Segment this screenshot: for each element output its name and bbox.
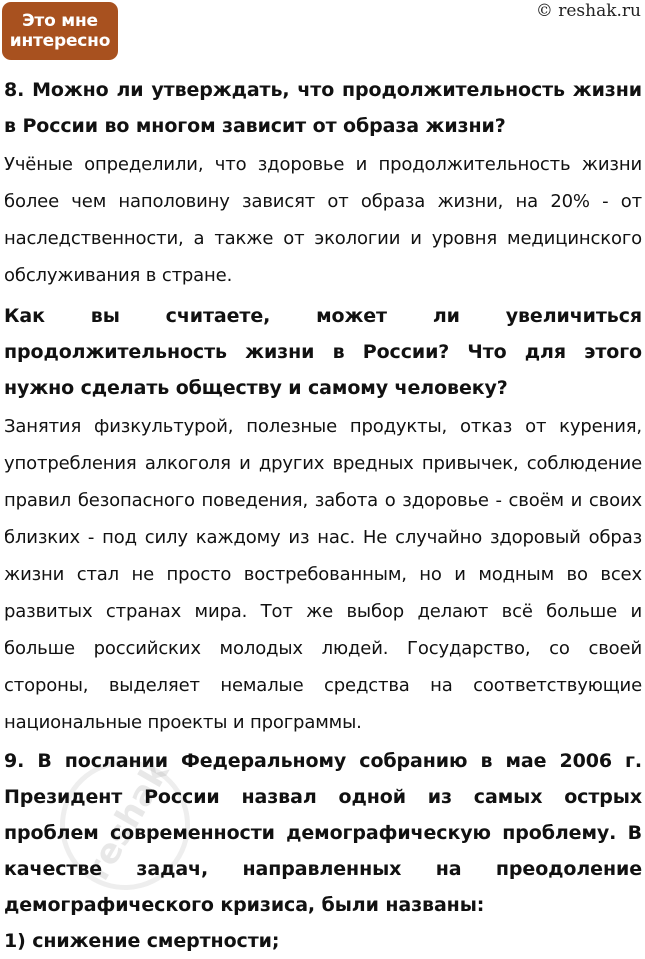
list-item-1: 1) снижение смертности; bbox=[4, 930, 280, 952]
document-body bbox=[4, 72, 642, 959]
watermark-logo: reshak bbox=[36, 736, 214, 914]
question-8b: Как вы считаете, может ли увеличиться продолжительность жизни в России? Что для этого нужно сделать обществу и самому человеку? bbox=[4, 305, 642, 399]
copyright-text: © reshak.ru bbox=[535, 1, 641, 21]
question-9: 9. В послании Федеральному собранию в мае 2006 г. Президент России назвал одной из самых острых проблем современности демографическую проблему. В качестве задач, направленных на преодоление демографического кризиса, были названы: bbox=[4, 750, 642, 916]
answer-8: Учёные определили, что здоровье и продолжительность жизни более чем наполовину зависят от образа жизни, на 20% - от наследственности, а также от экологии и уровня медицинского обслуживания в стране. bbox=[4, 154, 642, 286]
question-8: 8. Можно ли утверждать, что продолжительность жизни в России во многом зависит от образа жизни? bbox=[4, 79, 642, 137]
badge-line-2: интересно bbox=[9, 31, 111, 51]
interest-badge bbox=[2, 2, 118, 60]
badge-line-1: Это мне bbox=[22, 11, 98, 31]
answer-8b: Занятия физкультурой, полезные продукты, отказ от курения, употребления алкоголя и других вредных привычек, соблюдение правил безопасного поведения, забота о здоровье - своём и своих близких - под силу каждому из нас. Не случайно здоровый образ жизни стал не просто востребованным, но и модным во всех развитых странах мира. Тот же выбор делают всё больше и больше российских молодых людей. Государство, со своей стороны, выделяет немалые средства на соответствующие национальные проекты и программы. bbox=[4, 416, 642, 733]
